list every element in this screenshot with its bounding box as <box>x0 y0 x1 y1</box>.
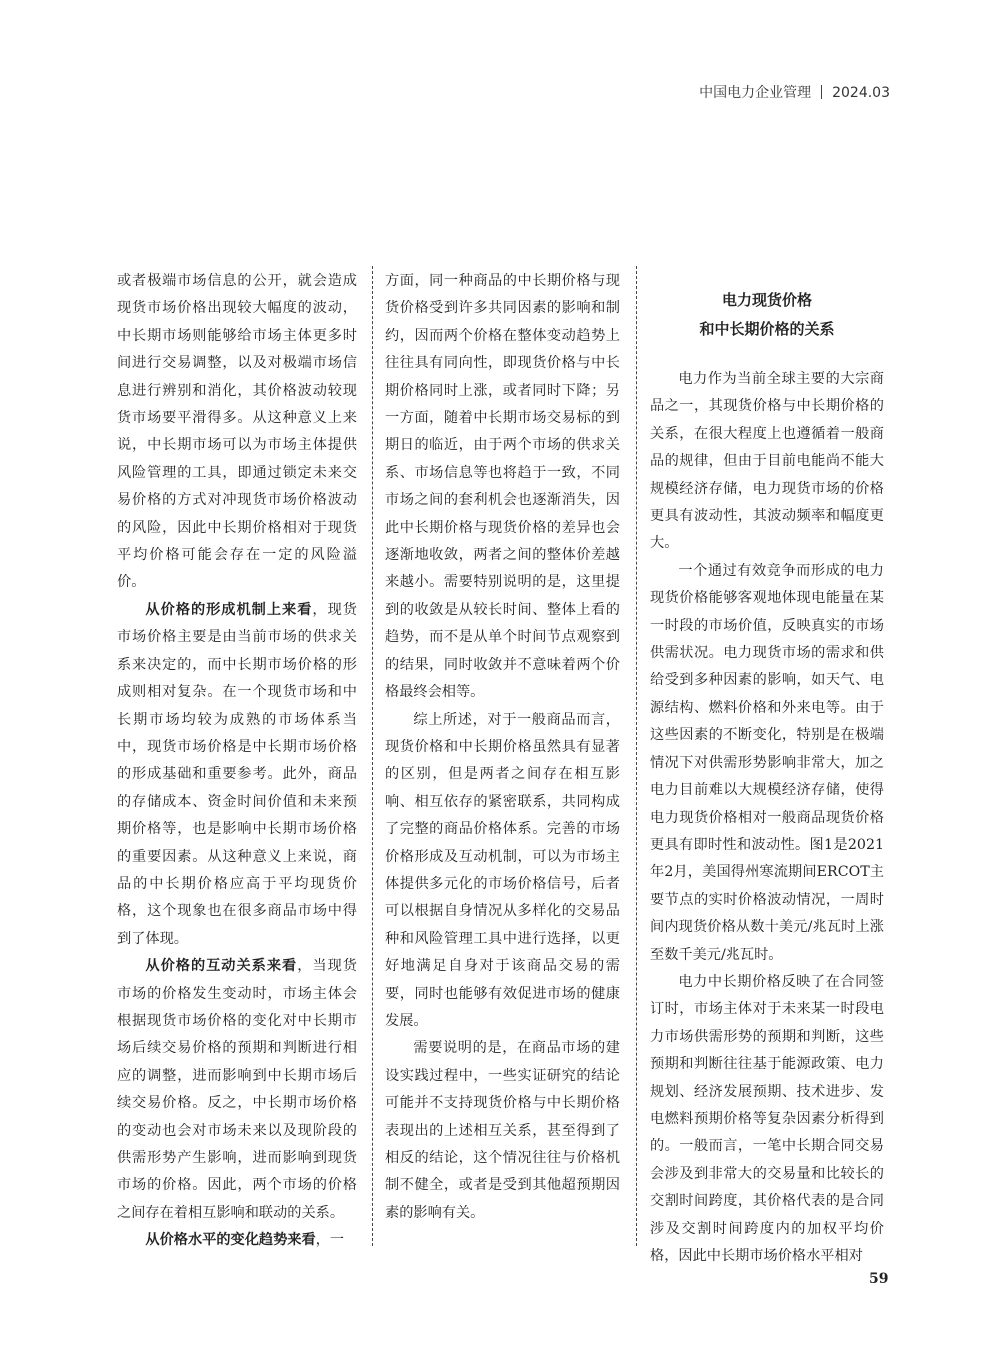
section-heading <box>650 286 884 344</box>
paragraph: 电力作为当前全球主要的大宗商品之一，其现货价格与中长期价格的关系，在很大程度上也遵循着一般商品的规律，但由于目前电能尚不能大规模经济存储，电力现货市场的价格更具有波动性，其波动频率和幅度更大。 <box>650 371 884 552</box>
issue-number: 2024.03 <box>832 85 890 101</box>
journal-name: 中国电力企业管理 <box>699 85 812 101</box>
paragraph: 综上所述，对于一般商品而言，现货价格和中长期价格虽然具有显著的区别，但是两者之间存在相互影响、相互依存的紧密联系，共同构成了完整的商品价格体系。完善的市场价格形成及互动机制，可以为市场主体提供多元化的市场价格信号，后者可以根据自身情况从多样化的交易品种和风险管理工具中进行选择，以更好地满足自身对于该商品交易的需要，同时也能够有效促进市场的健康发展。 <box>385 711 620 1029</box>
paragraph: 电力中长期价格反映了在合同签订时，市场主体对于未来某一时段电力市场供需形势的预期和判断，这些预期和判断往往基于能源政策、电力规划、经济发展预期、技术进步、发电燃料预期价格等复杂因素分析得到的。一般而言，一笔中长期合同交易会涉及到非常大的交易量和比较长的交割时间跨度，其价格代表的是合同涉及交割时间跨度内的加权平均价格，因此中长期市场价格水平相对 <box>650 973 884 1264</box>
paragraph-lead: 从价格的形成机制上来看 <box>145 601 313 618</box>
text-column-middle <box>385 268 620 1248</box>
paragraph-body: ，一 <box>315 1232 345 1249</box>
column-divider <box>636 266 637 1246</box>
column-divider <box>372 266 373 1246</box>
header-divider <box>821 85 822 99</box>
running-header <box>699 82 890 102</box>
paragraph-lead: 从价格水平的变化趋势来看 <box>145 1232 316 1249</box>
text-column-right <box>650 268 884 1264</box>
paragraph: 一个通过有效竞争而形成的电力现货价格能够客观地体现电能量在某一时段的市场价值，反映真实的市场供需状况。电力现货市场的需求和供给受到多种因素的影响，如天气、电源结构、燃料价格和外来电等。由于这些因素的不断变化，特别是在极端情况下对供需形势影响非常大，加之电力目前难以大规模经济存储，使得电力现货价格相对一般商品现货价格更具有即时性和波动性。图1是2021年2月，美国得州寒流期间ERCOT主要节点的实时价格波动情况，一周时间内现货价格从数十美元/兆瓦时上涨至数千美元/兆瓦时。 <box>650 562 884 963</box>
paragraph: 或者极端市场信息的公开，就会造成现货市场价格出现较大幅度的波动，中长期市场则能够给市场主体更多时间进行交易调整，以及对极端市场信息进行辨别和消化，其价格波动较现货市场要平滑得多。从这种意义上来说，中长期市场可以为市场主体提供风险管理的工具，即通过锁定未来交易价格的方式对冲现货市场价格波动的风险，因此中长期价格相对于现货平均价格可能会存在一定的风险溢价。 <box>117 273 357 591</box>
text-column-left <box>117 268 357 1248</box>
paragraph-body: ，当现货市场的价格发生变动时，市场主体会根据现货市场价格的变化对中长期市场后续交易价格的预期和判断进行相应的调整，进而影响到中长期市场后续交易价格。反之，中长期市场价格的变动也会对市场未来以及现阶段的供需形势产生影响，进而影响到现货市场的价格。因此，两个市场的价格之间存在着相互影响和联动的关系。 <box>117 958 357 1221</box>
paragraph-body: ，现货市场价格主要是由当前市场的供求关系来决定的，而中长期市场价格的形成则相对复杂。在一个现货市场和中长期市场均较为成熟的市场体系当中，现货市场价格是中长期市场价格的形成基础和重要参考。此外，商品的存储成本、资金时间价值和未来预期价格等，也是影响中长期市场价格的重要因素。从这种意义上来说，商品的中长期价格应高于平均现货价格，这个现象也在很多商品市场中得到了体现。 <box>117 601 357 947</box>
section-heading-line: 电力现货价格 <box>721 291 812 309</box>
section-heading-line: 和中长期价格的关系 <box>699 320 835 338</box>
paragraph <box>117 1227 357 1254</box>
paragraph-lead: 从价格的互动关系来看 <box>145 958 298 975</box>
paragraph: 需要说明的是，在商品市场的建设实践过程中，一些实证研究的结论可能并不支持现货价格与中长期价格表现出的上述相互关系，甚至得到了相反的结论，这个情况往往与价格机制不健全，或者是受到其他超预期因素的影响有关。 <box>385 1040 620 1221</box>
paragraph: 方面，同一种商品的中长期价格与现货价格受到许多共同因素的影响和制约，因而两个价格在整体变动趋势上往往具有同向性，即现货价格与中长期价格同时上涨，或者同时下降；另一方面，随着中长期市场交易标的到期日的临近，由于两个市场的供求关系、市场信息等也将趋于一致，不同市场之间的套利机会也逐渐消失，因此中长期价格与现货价格的差异也会逐渐地收敛，两者之间的整体价差越来越小。需要特别说明的是，这里提到的收敛是从较长时间、整体上看的趋势，而不是从单个时间节点观察到的结果，同时收敛并不意味着两个价格最终会相等。 <box>385 273 620 701</box>
paragraph <box>117 597 357 953</box>
paragraph <box>117 953 357 1227</box>
page-number: 59 <box>869 1271 889 1287</box>
